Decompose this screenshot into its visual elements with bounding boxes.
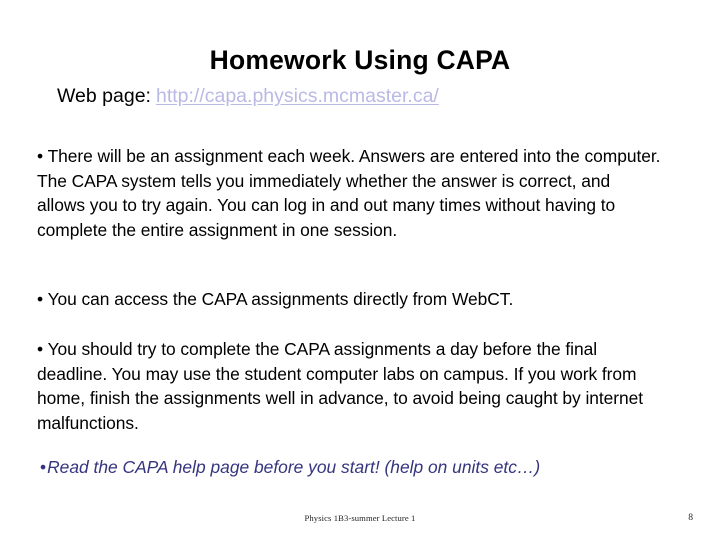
capa-website-link[interactable]: http://capa.physics.mcmaster.ca/ xyxy=(155,85,439,107)
footer-course-note: Physics 1B3-summer Lecture 1 xyxy=(304,513,416,523)
bullet-marker-icon: • xyxy=(40,457,47,477)
bullet-item-3 xyxy=(37,337,661,435)
bullet-marker-icon: • xyxy=(37,339,44,359)
highlight-text: Read the CAPA help page before you start! (help on units etc…) xyxy=(47,457,541,477)
bullet-text: There will be an assignment each week. Answers are entered into the computer. The CAPA system tells you immediately whether the answer is correct, and allows you to try again. You can log in and out many times without having to complete the entire assignment in one session. xyxy=(37,146,661,240)
slide-footer xyxy=(0,510,720,540)
highlight-paragraph xyxy=(40,455,664,479)
bullet-text: You should try to complete the CAPA assignments a day before the final deadline. You may use the student computer labs on campus. If you work from home, finish the assignments well in advance, to avoid being caught by internet malfunctions. xyxy=(37,339,644,433)
webpage-line xyxy=(57,84,439,108)
bullet-paragraph xyxy=(37,287,661,312)
highlight-item xyxy=(40,455,664,479)
webpage-label: Web page: xyxy=(57,85,151,107)
bullet-item-2 xyxy=(37,287,661,312)
bullet-text: You can access the CAPA assignments directly from WebCT. xyxy=(47,289,514,309)
bullet-marker-icon: • xyxy=(37,289,44,309)
footer-page-number: 8 xyxy=(688,512,693,523)
bullet-marker-icon: • xyxy=(37,146,44,166)
page-title: Homework Using CAPA xyxy=(209,44,511,75)
bullet-paragraph xyxy=(37,337,661,435)
bullet-paragraph xyxy=(37,144,661,242)
bullet-item-1 xyxy=(37,144,661,242)
